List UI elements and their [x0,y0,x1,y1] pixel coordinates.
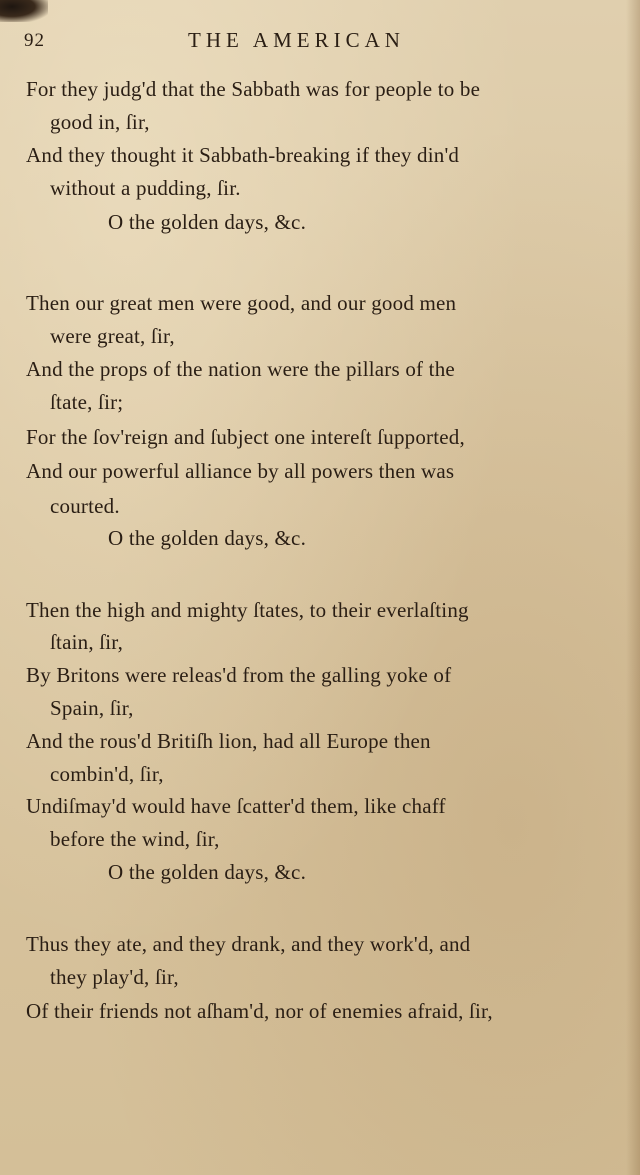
verse-line: Undiſmay'd would have ſcatter'd them, like chaff [26,794,446,818]
verse-line: And they thought it Sabbath-breaking if they din'd [26,143,460,167]
chorus-line: O the golden days, &c. [108,526,307,550]
verse-line: without a pudding, ſir. [50,176,241,200]
running-title: THE AMERICAN [188,28,405,52]
verse-line: Then our great men were good, and our good men [26,291,457,315]
verse-line: Spain, ſir, [50,696,134,720]
verse-line: combin'd, ſir, [50,762,164,786]
verse-line: ſtate, ſir; [50,390,124,414]
verse-line: Thus they ate, and they drank, and they work'd, and [26,932,471,956]
page-number: 92 [24,30,45,51]
ink-stain [0,0,48,22]
verse-line: Then the high and mighty ſtates, to their everlaſting [26,598,469,622]
verse-line: Of their friends not aſham'd, nor of enemies afraid, ſir, [26,999,493,1023]
page-edge-shadow [626,0,640,1175]
verse-line: were great, ſir, [50,324,175,348]
verse-line: before the wind, ſir, [50,827,220,851]
chorus-line: O the golden days, &c. [108,860,307,884]
verse-line: ſtain, ſir, [50,630,124,654]
verse-line: courted. [50,494,120,518]
verse-line: For the ſov'reign and ſubject one intereſt ſupported, [26,425,465,449]
verse-line: And the props of the nation were the pillars of the [26,357,455,381]
verse-line: And the rous'd Britiſh lion, had all Europe then [26,729,431,753]
page-header [0,24,640,60]
verse-line: And our powerful alliance by all powers then was [26,459,455,483]
verse-line: By Britons were releas'd from the galling yoke of [26,663,452,687]
verse-line: they play'd, ſir, [50,965,179,989]
verse-line: good in, ſir, [50,110,150,134]
chorus-line: O the golden days, &c. [108,210,307,234]
verse-line: For they judg'd that the Sabbath was for people to be [26,77,481,101]
